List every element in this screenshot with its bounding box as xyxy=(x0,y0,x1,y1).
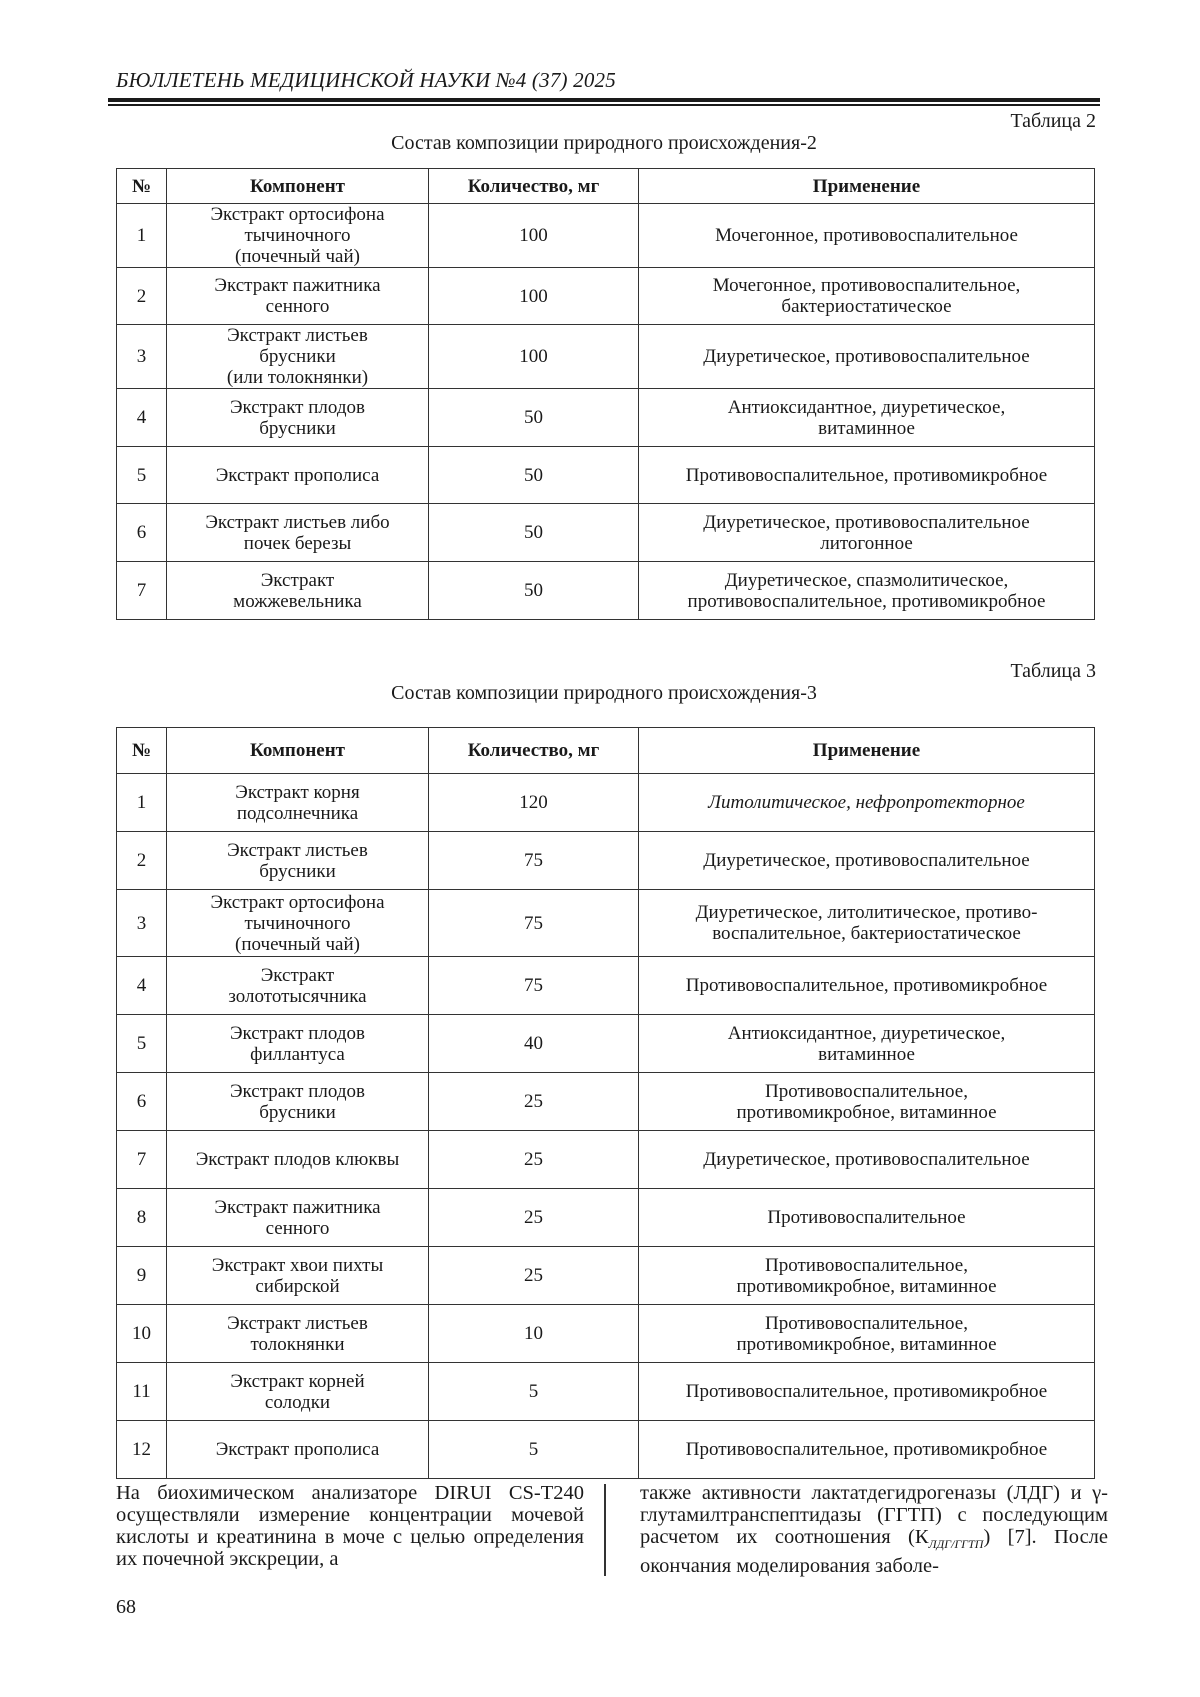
table2-header-row xyxy=(117,169,1095,204)
table2-col-use: Применение xyxy=(639,169,1095,204)
cell-amount xyxy=(429,1247,639,1305)
cell-component xyxy=(167,562,429,620)
table-row xyxy=(117,1305,1095,1363)
cell-use-line: Противовоспалительное, противомикробное xyxy=(685,975,1048,996)
cell-use xyxy=(639,832,1095,890)
cell-amount-line: 10 xyxy=(524,1323,543,1344)
cell-component xyxy=(167,1247,429,1305)
cell-amount xyxy=(429,447,639,504)
cell-amount xyxy=(429,562,639,620)
journal-header: БЮЛЛЕТЕНЬ МЕДИЦИНСКОЙ НАУКИ №4 (37) 2025 xyxy=(116,68,616,92)
table3-col-component: Компонент xyxy=(167,728,429,774)
cell-component-line: Экстракт плодов xyxy=(230,1022,365,1044)
cell-amount-line: 25 xyxy=(524,1149,543,1170)
cell-num-line: 9 xyxy=(136,1265,147,1286)
cell-amount xyxy=(429,1131,639,1189)
body-text-left: На биохимическом анализаторе DIRUI CS-T240 осуществляли измерение концентрации мочевой кислоты и креатинина в моче с целью определения их почечной экскреции, а xyxy=(116,1482,584,1570)
cell-component xyxy=(167,1421,429,1479)
cell-num-line: 1 xyxy=(136,225,147,246)
cell-num-line: 2 xyxy=(136,285,147,307)
cell-component xyxy=(167,1131,429,1189)
cell-component-line: брусники xyxy=(259,417,336,439)
table3-label: Таблица 3 xyxy=(1010,660,1096,682)
cell-use xyxy=(639,1073,1095,1131)
cell-amount-line: 25 xyxy=(524,1207,543,1228)
table-row xyxy=(117,1073,1095,1131)
table-row xyxy=(117,325,1095,389)
cell-component-line: тычиночного xyxy=(244,225,351,246)
cell-component-line: Экстракт хвои пихты xyxy=(211,1254,384,1276)
cell-component-line: (почечный чай) xyxy=(235,933,360,955)
cell-num-line: 3 xyxy=(136,912,147,934)
cell-component-line: толокнянки xyxy=(250,1333,345,1355)
cell-use xyxy=(639,389,1095,447)
cell-component-line: Экстракт листьев xyxy=(227,325,368,346)
cell-amount-line: 75 xyxy=(524,850,543,871)
cell-use xyxy=(639,504,1095,562)
cell-amount-line: 25 xyxy=(524,1265,543,1286)
cell-amount xyxy=(429,1073,639,1131)
cell-use-line: противомикробное, витаминное xyxy=(736,1275,997,1297)
cell-component-line: Экстракт пажитника xyxy=(214,275,381,296)
table-row xyxy=(117,204,1095,268)
cell-use xyxy=(639,957,1095,1015)
cell-amount-line: 50 xyxy=(524,464,543,486)
cell-use xyxy=(639,774,1095,832)
cell-component-line: сенного xyxy=(265,1217,330,1239)
cell-component xyxy=(167,1073,429,1131)
cell-num xyxy=(117,774,167,832)
cell-component-line: сенного xyxy=(265,296,330,317)
table2-col-num: № xyxy=(117,169,167,204)
cell-num-line: 5 xyxy=(136,1033,147,1054)
cell-num-line: 7 xyxy=(136,1149,147,1170)
table-row xyxy=(117,1421,1095,1479)
cell-component-line: почек березы xyxy=(243,532,352,554)
table3-header-row xyxy=(117,728,1095,774)
cell-component-line: сибирской xyxy=(255,1275,340,1297)
cell-amount xyxy=(429,389,639,447)
cell-use xyxy=(639,204,1095,268)
column-separator xyxy=(604,1484,606,1576)
cell-component xyxy=(167,325,429,389)
cell-amount xyxy=(429,268,639,325)
table3-col-amount: Количество, мг xyxy=(429,728,639,774)
cell-amount-line: 5 xyxy=(528,1439,539,1460)
cell-num-line: 6 xyxy=(136,522,147,543)
cell-use xyxy=(639,447,1095,504)
table-row xyxy=(117,1189,1095,1247)
header-rule-thin xyxy=(108,104,1100,106)
page-number: 68 xyxy=(116,1596,136,1618)
cell-component xyxy=(167,1363,429,1421)
cell-num xyxy=(117,1189,167,1247)
cell-num-line: 1 xyxy=(136,792,147,813)
cell-amount xyxy=(429,1305,639,1363)
cell-use xyxy=(639,1421,1095,1479)
table-row xyxy=(117,1363,1095,1421)
cell-component-line: Экстракт прополиса xyxy=(215,464,380,486)
cell-component-line: солодки xyxy=(264,1391,331,1413)
cell-component xyxy=(167,1015,429,1073)
cell-amount-line: 120 xyxy=(519,792,548,813)
cell-num xyxy=(117,957,167,1015)
cell-component-line: Экстракт листьев либо xyxy=(205,511,390,533)
cell-amount-line: 50 xyxy=(524,407,543,428)
table2-label: Таблица 2 xyxy=(1010,110,1096,132)
cell-use-line: Диуретическое, литолитическое, противо- xyxy=(695,902,1038,923)
table-row xyxy=(117,957,1095,1015)
cell-component-line: Экстракт корней xyxy=(230,1370,365,1392)
cell-use xyxy=(639,268,1095,325)
table2-col-amount: Количество, мг xyxy=(429,169,639,204)
cell-num-line: 2 xyxy=(136,850,147,871)
cell-amount xyxy=(429,832,639,890)
cell-amount-line: 100 xyxy=(519,285,548,307)
cell-component-line: Экстракт ортосифона xyxy=(210,891,385,913)
cell-use-line: Антиоксидантное, диуретическое, xyxy=(727,1022,1006,1044)
cell-amount-line: 100 xyxy=(519,346,548,367)
cell-component-line: Экстракт плодов xyxy=(230,1080,365,1102)
table2 xyxy=(116,168,1095,620)
cell-use-line: литогонное xyxy=(820,532,913,554)
cell-num-line: 6 xyxy=(136,1091,147,1112)
cell-component xyxy=(167,268,429,325)
table-row xyxy=(117,890,1095,957)
cell-use-line: витаминное xyxy=(818,417,915,439)
cell-num xyxy=(117,1131,167,1189)
cell-use-line: Антиоксидантное, диуретическое, xyxy=(727,396,1006,418)
cell-use-line: воспалительное, бактериостатическое xyxy=(712,923,1021,944)
cell-amount xyxy=(429,1363,639,1421)
cell-component xyxy=(167,447,429,504)
cell-component xyxy=(167,389,429,447)
body-text-right xyxy=(640,1482,1108,1577)
cell-num xyxy=(117,504,167,562)
cell-use-line: противомикробное, витаминное xyxy=(736,1101,997,1123)
cell-component-line: можжевельника xyxy=(233,590,362,612)
cell-num xyxy=(117,447,167,504)
cell-num-line: 12 xyxy=(132,1439,151,1460)
cell-amount-line: 75 xyxy=(524,975,543,996)
cell-num xyxy=(117,204,167,268)
cell-use-line: Противовоспалительное, противомикробное xyxy=(685,1381,1048,1402)
cell-component xyxy=(167,204,429,268)
cell-num-line: 10 xyxy=(132,1323,151,1344)
cell-component-line: Экстракт xyxy=(260,964,335,986)
cell-num-line: 3 xyxy=(136,346,147,367)
cell-component xyxy=(167,1189,429,1247)
cell-component-line: Экстракт xyxy=(260,569,335,591)
cell-use-line: Противовоспалительное, xyxy=(765,1080,968,1102)
cell-component-line: филлантуса xyxy=(250,1043,345,1065)
cell-component-line: Экстракт прополиса xyxy=(215,1439,380,1460)
cell-use-line: витаминное xyxy=(818,1043,915,1065)
cell-num-line: 4 xyxy=(136,407,147,428)
cell-num-line: 4 xyxy=(136,975,147,996)
cell-amount xyxy=(429,774,639,832)
cell-amount-line: 100 xyxy=(519,225,548,246)
cell-amount xyxy=(429,957,639,1015)
cell-amount-line: 75 xyxy=(524,912,543,934)
cell-component-line: (или толокнянки) xyxy=(226,367,369,388)
cell-num xyxy=(117,1305,167,1363)
cell-use xyxy=(639,1015,1095,1073)
cell-use-line: Диуретическое, противовоспалительное xyxy=(703,1149,1030,1170)
cell-num xyxy=(117,389,167,447)
cell-num xyxy=(117,1015,167,1073)
cell-use-line: Противовоспалительное, xyxy=(765,1312,968,1334)
cell-use xyxy=(639,890,1095,957)
table-row xyxy=(117,1131,1095,1189)
table-row xyxy=(117,268,1095,325)
cell-component xyxy=(167,504,429,562)
cell-component-line: тычиночного xyxy=(244,912,351,934)
cell-use-line: Противовоспалительное, xyxy=(765,1254,968,1276)
cell-component-line: подсолнечника xyxy=(236,802,359,824)
cell-use xyxy=(639,1247,1095,1305)
cell-num xyxy=(117,832,167,890)
cell-use-line: Диуретическое, противовоспалительное xyxy=(703,346,1030,367)
cell-use xyxy=(639,1305,1095,1363)
cell-use xyxy=(639,1131,1095,1189)
cell-num-line: 11 xyxy=(132,1381,151,1402)
cell-component-line: золототысячника xyxy=(228,985,367,1007)
table3 xyxy=(116,727,1095,1479)
cell-amount xyxy=(429,1015,639,1073)
cell-amount xyxy=(429,325,639,389)
header-rule-thick xyxy=(108,98,1100,102)
table-row xyxy=(117,1015,1095,1073)
table3-col-num: № xyxy=(117,728,167,774)
cell-use-line: Мочегонное, противовоспалительное xyxy=(715,225,1018,246)
cell-component-line: Экстракт ортосифона xyxy=(210,204,385,225)
cell-amount xyxy=(429,890,639,957)
table-row xyxy=(117,774,1095,832)
cell-use-line: бактериостатическое xyxy=(781,296,952,317)
cell-component-line: брусники xyxy=(259,346,336,367)
cell-num xyxy=(117,562,167,620)
cell-component-line: Экстракт плодов xyxy=(230,396,365,418)
body-text-right-part2: ) [7]. После окончания моделирования заболе- xyxy=(640,1526,1108,1578)
table-row xyxy=(117,1247,1095,1305)
table3-caption: Состав композиции природного происхождения-3 xyxy=(391,682,817,704)
cell-component xyxy=(167,1305,429,1363)
cell-use xyxy=(639,1189,1095,1247)
cell-use xyxy=(639,325,1095,389)
table2-col-component: Компонент xyxy=(167,169,429,204)
cell-component-line: Экстракт плодов клюквы xyxy=(195,1149,400,1170)
cell-num xyxy=(117,890,167,957)
table3-col-use: Применение xyxy=(639,728,1095,774)
cell-use xyxy=(639,1363,1095,1421)
cell-use-line: Диуретическое, противовоспалительное xyxy=(703,850,1030,871)
cell-num-line: 7 xyxy=(136,580,147,601)
cell-num xyxy=(117,325,167,389)
cell-use-line: Диуретическое, спазмолитическое, xyxy=(724,569,1009,591)
table-row xyxy=(117,504,1095,562)
table2-caption: Состав композиции природного происхождения-2 xyxy=(391,132,817,154)
cell-use-line: Противовоспалительное xyxy=(767,1207,966,1228)
cell-use-line: Противовоспалительное, противомикробное xyxy=(685,464,1048,486)
cell-amount xyxy=(429,1189,639,1247)
cell-component-line: Экстракт пажитника xyxy=(214,1196,381,1218)
cell-num-line: 8 xyxy=(136,1207,147,1228)
cell-component-line: Экстракт корня xyxy=(235,781,360,803)
cell-component xyxy=(167,890,429,957)
cell-num xyxy=(117,1247,167,1305)
table-row xyxy=(117,562,1095,620)
cell-use-line: противомикробное, витаминное xyxy=(736,1333,997,1355)
body-text-right-part1: также активности лактатдегидрогеназы (ЛДГ) и γ-глутамилтранспептидазы (ГГТП) с последующим расчетом их соотношения (К xyxy=(640,1482,1108,1548)
cell-component-line: брусники xyxy=(259,1101,336,1123)
table-row xyxy=(117,389,1095,447)
cell-amount-line: 50 xyxy=(524,522,543,543)
cell-num xyxy=(117,1073,167,1131)
cell-amount xyxy=(429,204,639,268)
cell-use-line: Диуретическое, противовоспалительное xyxy=(703,511,1030,533)
cell-amount-line: 25 xyxy=(524,1091,543,1112)
cell-amount-line: 5 xyxy=(528,1381,539,1402)
table-row xyxy=(117,447,1095,504)
cell-num-line: 5 xyxy=(136,464,147,486)
cell-num xyxy=(117,1363,167,1421)
cell-component xyxy=(167,774,429,832)
cell-use-line: Мочегонное, противовоспалительное, xyxy=(712,275,1021,296)
table-row xyxy=(117,832,1095,890)
cell-amount xyxy=(429,1421,639,1479)
cell-use-line: противовоспалительное, противомикробное xyxy=(687,590,1046,612)
cell-component xyxy=(167,957,429,1015)
body-text-right-subscript: ЛДГ/ГГТП xyxy=(928,1537,984,1552)
cell-component-line: Экстракт листьев xyxy=(227,1312,368,1334)
cell-component xyxy=(167,832,429,890)
cell-use-line: Литолитическое, нефропротекторное xyxy=(708,792,1025,813)
cell-amount-line: 50 xyxy=(524,580,543,601)
cell-use-line: Противовоспалительное, противомикробное xyxy=(685,1439,1048,1460)
cell-component-line: Экстракт листьев xyxy=(227,839,368,861)
cell-component-line: (почечный чай) xyxy=(235,246,360,267)
cell-amount xyxy=(429,504,639,562)
cell-amount-line: 40 xyxy=(524,1033,543,1054)
cell-num xyxy=(117,1421,167,1479)
cell-component-line: брусники xyxy=(259,860,336,882)
cell-num xyxy=(117,268,167,325)
cell-use xyxy=(639,562,1095,620)
